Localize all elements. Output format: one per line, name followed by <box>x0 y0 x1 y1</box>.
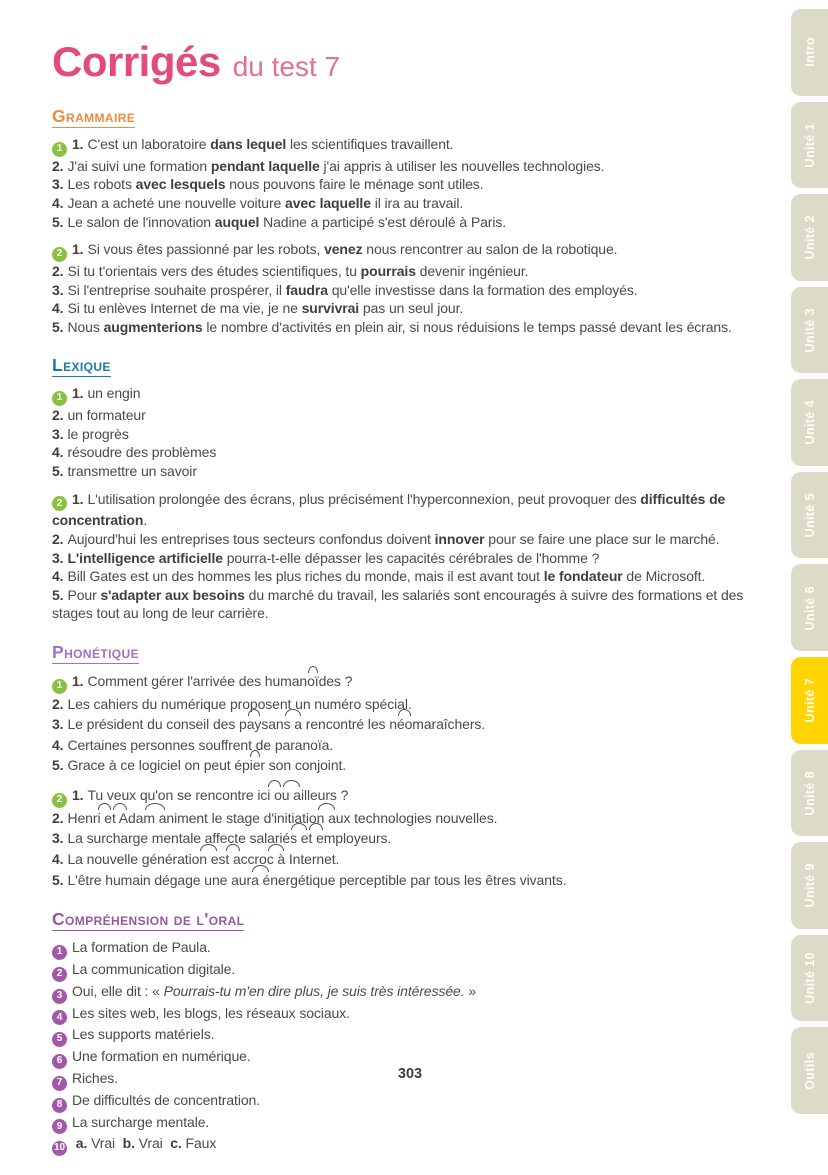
item-number: 4. <box>52 568 64 585</box>
answer-line: 3. La surcharge mentale affecte salariés et employeurs. <box>52 828 768 849</box>
section-lexique <box>52 355 768 623</box>
answer-line: 5. Le salon de l'innovation auquel Nadine a participé s'est déroulé à Paris. <box>52 213 507 230</box>
item-number: 2. <box>52 530 64 547</box>
exercise <box>52 785 768 890</box>
answer-line: 2. Si tu t'orientais vers des études scientifiques, tu pourrais devenir ingénieur. <box>52 262 529 279</box>
page-content <box>52 38 768 1175</box>
sections <box>52 106 768 1156</box>
item-number: 1. <box>72 490 84 507</box>
answer-line: 4. Si tu enlèves Internet de ma vie, je ne survivrai pas un seul jour. <box>52 300 464 317</box>
liaison-arc: éo <box>397 714 412 735</box>
sidebar-tab-unite-10 <box>791 935 828 1022</box>
sidebar-tab-unite-8 <box>791 750 828 837</box>
answer-line: 5. Nous augmenterions le nombre d'activités en plein air, si nous réduisions le temps passé devant les écrans. <box>52 318 732 335</box>
item-number: 3. <box>52 281 64 298</box>
answer-line: 5. L'être humain dégage une aura énergétique perceptible par tous les êtres vivants. <box>52 870 768 891</box>
answer-line: 2 1. L'utilisation prolongée des écrans, plus précisément l'hyperconnexion, peut provoquer des difficultés de concentration. <box>52 490 730 529</box>
answer-line: 5. Pour s'adapter aux besoins du marché du travail, les salariés sont encouragés à suivre des formations et des stages tout au long de leur carrière. <box>52 586 748 622</box>
item-number: 5. <box>52 871 64 888</box>
item-number-badge: 8 <box>52 1098 67 1113</box>
answer-line: 6 Une formation en numérique. <box>52 1047 768 1069</box>
item-number: 1. <box>72 136 84 152</box>
section-heading: Phonétique <box>52 641 140 662</box>
item-number: 4. <box>52 300 64 317</box>
item-number: 5. <box>52 318 64 335</box>
answer-line: 8 De difficultés de concentration. <box>52 1091 768 1113</box>
exercise <box>52 384 768 480</box>
item-number: 1. <box>72 672 84 689</box>
exercise-number-badge: 1 <box>52 391 67 406</box>
item-number-badge: 5 <box>52 1032 67 1047</box>
exercise <box>52 671 768 776</box>
sidebar-tab-label: Unité 5 <box>802 492 817 538</box>
sidebar-tab-unite-9 <box>791 842 828 929</box>
liaison-arc: i o <box>267 785 282 806</box>
answer-line: 2 1. Tu veux qu'on se rencontre ici ou ailleurs ? <box>52 785 768 808</box>
liaison-arc: s e <box>290 828 308 849</box>
exercise-number-badge: 1 <box>52 142 67 157</box>
answer-line: 4. résoudre des problèmes <box>52 444 217 461</box>
sidebar-tab-unite-6 <box>791 564 828 651</box>
item-number: 5. <box>52 757 64 774</box>
item-number: 2. <box>52 262 64 279</box>
sidebar-tab-unite-1 <box>791 102 828 189</box>
item-number: 5. <box>52 462 64 479</box>
answer-line: 3. le progrès <box>52 425 129 442</box>
answer-line: 1 1. un engin <box>52 384 768 406</box>
sidebar-tab-label: Intro <box>802 37 817 68</box>
exercise-number-badge: 2 <box>52 496 67 511</box>
item-number: 2. <box>52 809 64 826</box>
section-grammaire <box>52 106 768 336</box>
sidebar-tab-label: Unité 1 <box>802 122 817 168</box>
answer-line: 3. Le président du conseil des paysans a rencontré les néomaraîchers. <box>52 714 768 735</box>
answer-line: 2. un formateur <box>52 407 146 424</box>
answer-line: 3. Si l'entreprise souhaite prospérer, il faudra qu'elle investisse dans la formation des employés. <box>52 281 638 298</box>
liaison-arc: m a <box>143 808 166 829</box>
item-number: 4. <box>52 444 64 461</box>
sidebar-tab-unite-5 <box>791 472 828 559</box>
item-number: 1. <box>72 787 84 804</box>
item-number: 3. <box>52 425 64 442</box>
section-comprehension-de-l-oral <box>52 909 768 1156</box>
item-number: 4. <box>52 851 64 868</box>
sidebar-tab-label: Unité 9 <box>802 863 817 908</box>
answer-line: 2. Aujourd'hui les entreprises tous secteurs confondus doivent innover pour se faire une place sur le marché. <box>52 530 720 547</box>
answer-line: 5 Les supports matériels. <box>52 1025 768 1047</box>
answer-line: 4. Jean a acheté une nouvelle voiture avec laquelle il ira au travail. <box>52 194 464 211</box>
exercise-number-badge: 1 <box>52 679 67 694</box>
exercise <box>52 938 768 1156</box>
answer-line: 9 La surcharge mentale. <box>52 1113 768 1135</box>
item-number: 5. <box>52 213 64 230</box>
exercise-number-badge: 2 <box>52 247 67 262</box>
item-number-badge: 4 <box>52 1010 67 1025</box>
sidebar-tab-intro <box>791 9 828 96</box>
sidebar-tabs <box>791 0 828 1123</box>
item-number: 3. <box>52 716 64 733</box>
item-number-badge: 3 <box>52 989 67 1004</box>
sidebar-tab-unite-3 <box>791 287 828 374</box>
liaison-arc: a é <box>251 870 270 891</box>
liaison-arc: t e <box>308 828 323 849</box>
item-number-badge: 10 <box>52 1141 67 1156</box>
answer-line: 2. J'ai suivi une formation pendant laquelle j'ai appris à utiliser les nouvelles technologies. <box>52 157 605 174</box>
item-number: 4. <box>52 736 64 753</box>
answer-line: 2 La communication digitale. <box>52 960 768 982</box>
item-number: 2. <box>52 157 64 174</box>
page-number: 303 <box>397 1066 423 1082</box>
item-number: 5. <box>52 586 64 603</box>
sidebar-tab-label: Outils <box>802 1051 817 1090</box>
answer-line: 4. La nouvelle génération est accroc à Internet. <box>52 849 768 870</box>
page-title-sub: du test 7 <box>232 51 341 82</box>
exercise <box>52 240 768 336</box>
item-number: 1. <box>72 385 84 402</box>
section-heading: Lexique <box>52 355 111 376</box>
answer-line: 3. L'intelligence artificielle pourra-t-elle dépasser les capacités cérébrales de l'homme ? <box>52 549 600 566</box>
item-number-badge: 9 <box>52 1119 67 1134</box>
liaison-arc: ay <box>247 714 262 735</box>
liaison-arc: t A <box>112 808 128 829</box>
page-title-main: Corrigés <box>52 38 221 85</box>
exercise <box>52 490 768 623</box>
answer-line: 4. Certaines personnes souffrent de paranoïa. <box>52 736 334 753</box>
answer-line: 5. Grace à ce logiciel on peut épier son conjoint. <box>52 755 768 776</box>
sidebar-tab-unite-4 <box>791 379 828 466</box>
item-number: 3. <box>52 830 64 847</box>
liaison-arc: ie <box>250 755 261 776</box>
item-number: 4. <box>52 194 64 211</box>
sidebar-tab-unite-2 <box>791 194 828 281</box>
page-title <box>52 38 768 86</box>
liaison-arc: n a <box>317 808 336 829</box>
section-heading: Grammaire <box>52 106 136 126</box>
section-phonetique <box>52 642 768 890</box>
item-number-badge: 7 <box>52 1076 67 1091</box>
item-number-badge: 2 <box>52 967 67 982</box>
answer-line: 2. Henri et Adam animent le stage d'initiation aux technologies nouvelles. <box>52 808 768 829</box>
sidebar-tab-label: Unité 4 <box>802 400 817 445</box>
answer-line: 3 Oui, elle dit : « Pourrais-tu m'en dire plus, je suis très intéressée. » <box>52 982 768 1004</box>
answer-line: 5. transmettre un savoir <box>52 462 197 479</box>
answer-line: 1 1. C'est un laboratoire dans lequel les scientifiques travaillent. <box>52 135 768 157</box>
answer-line: 4. Bill Gates est un des hommes les plus riches du monde, mais il est avant tout le fondateur de Microsoft. <box>52 568 706 585</box>
liaison-arc: n e <box>199 849 218 870</box>
sidebar-tab-label: Unité 2 <box>802 215 817 260</box>
exercise-number-badge: 2 <box>52 793 67 808</box>
item-number: 1. <box>72 241 84 258</box>
sidebar-tab-label: Unité 10 <box>802 952 817 1004</box>
item-number: 3. <box>52 549 64 566</box>
liaison-arc: oï <box>307 671 318 692</box>
sidebar-tab-label: Unité 6 <box>802 585 817 630</box>
answer-line: 2 1. Si vous êtes passionné par les robots, venez nous rencontrer au salon de la robotique. <box>52 240 768 262</box>
sidebar-tab-label: Unité 8 <box>802 770 817 816</box>
liaison-arc: u a <box>282 785 301 806</box>
answer-line: 3. Les robots avec lesquels nous pouvons faire le ménage sont utiles. <box>52 176 484 193</box>
liaison-arc: t a <box>225 849 240 870</box>
answer-line: 4 Les sites web, les blogs, les réseaux sociaux. <box>52 1004 768 1026</box>
answer-line: 2. Les cahiers du numérique proposent un numéro spécial. <box>52 695 412 712</box>
item-number: 3. <box>52 176 64 193</box>
liaison-arc: c à <box>267 849 285 870</box>
item-number-badge: 1 <box>52 945 67 960</box>
liaison-arc: s a <box>284 714 302 735</box>
answer-line: 10 a. Vrai b. Vrai c. Faux <box>52 1134 768 1156</box>
sidebar-tab-label: Unité 7 <box>802 678 817 723</box>
answer-line: 1 1. Comment gérer l'arrivée des humanoïdes ? <box>52 671 768 694</box>
section-heading: Compréhension de l'oral <box>52 909 245 930</box>
liaison-arc: i e <box>97 808 112 829</box>
sidebar-tab-outils <box>791 1027 828 1114</box>
answer-line: 1 La formation de Paula. <box>52 938 768 960</box>
exercise <box>52 135 768 231</box>
answer-line: 7 Riches. <box>52 1069 768 1091</box>
item-number-badge: 6 <box>52 1054 67 1069</box>
item-number: 2. <box>52 407 64 424</box>
sidebar-tab-label: Unité 3 <box>802 307 817 353</box>
item-number: 2. <box>52 695 64 712</box>
sidebar-tab-unite-7 <box>791 657 828 744</box>
